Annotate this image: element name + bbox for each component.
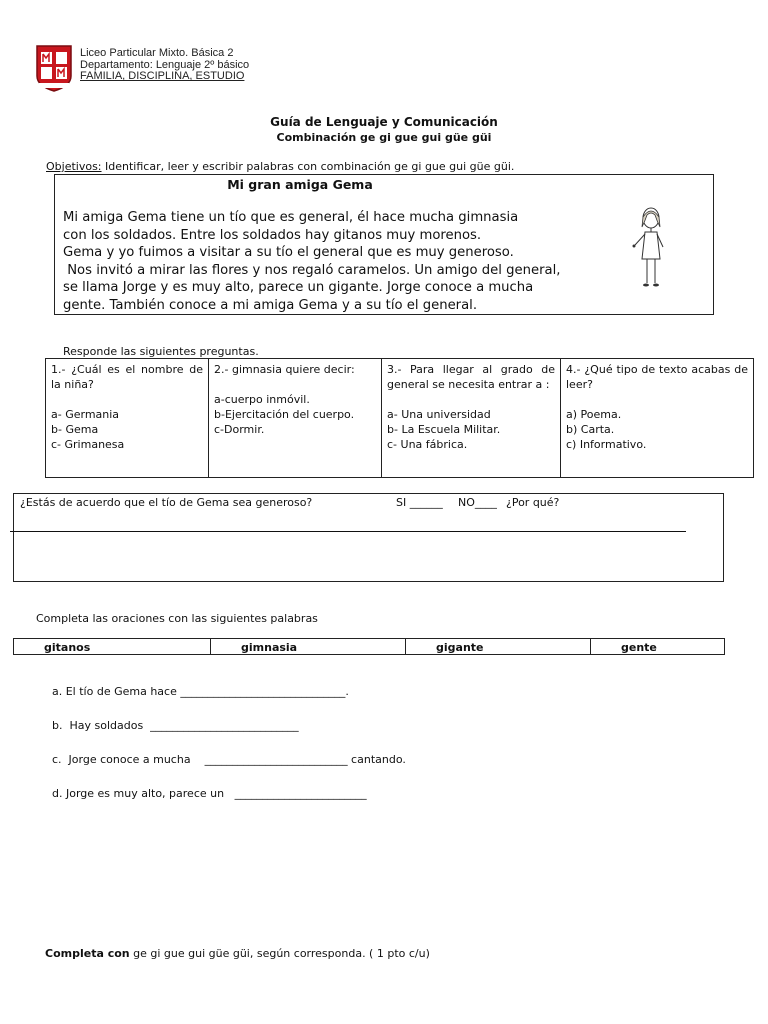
opinion-no[interactable]: NO____ — [458, 496, 497, 509]
story-line: Gema y yo fuimos a visitar a su tío el general que es muy generoso. — [63, 245, 514, 260]
answer-option[interactable]: b) Carta. — [566, 423, 615, 436]
story-text — [63, 209, 598, 314]
opinion-why: ¿Por qué? — [506, 496, 560, 509]
question-cell — [561, 359, 754, 478]
sentence-blank[interactable]: ______________________________ — [180, 685, 346, 698]
answer-line[interactable] — [10, 531, 686, 532]
answer-option[interactable]: c-Dormir. — [214, 423, 265, 436]
objectives-text: Identificar, leer y escribir palabras con combinación ge gi gue gui güe güi. — [101, 160, 515, 173]
question-cell — [46, 359, 209, 478]
story-line: con los soldados. Entre los soldados hay gitanos muy morenos. — [63, 227, 482, 243]
girl-illustration — [627, 201, 687, 301]
sentence-end: . — [345, 685, 349, 698]
sentence-end: cantando. — [347, 753, 406, 766]
answer-option[interactable]: b- La Escuela Militar. — [387, 423, 501, 436]
objectives — [46, 160, 514, 173]
sentence-text: b. Hay soldados — [52, 719, 151, 732]
word-cell: gigante — [406, 639, 591, 655]
answer-option[interactable]: a- Germania — [51, 408, 120, 421]
answer-option[interactable]: b-Ejercitación del cuerpo. — [214, 408, 355, 421]
word-cell: gente — [591, 639, 725, 655]
complete-instruction: Completa las oraciones con las siguientes palabras — [36, 612, 318, 625]
story-box — [54, 174, 714, 315]
school-name: Liceo Particular Mixto. Básica 2 — [80, 47, 234, 59]
school-logo — [35, 44, 73, 92]
opinion-box — [13, 493, 724, 582]
question-text: 1.- ¿Cuál es el nombre de la niña? — [51, 363, 203, 391]
answer-option[interactable]: b- Gema — [51, 423, 99, 436]
answer-option[interactable]: c- Una fábrica. — [387, 438, 468, 451]
story-line: Mi amiga Gema tiene un tío que es general, él hace mucha gimnasia — [63, 210, 519, 225]
question-text: 3.- Para llegar al grado de general se necesita entrar a : — [387, 363, 555, 391]
department: Departamento: Lenguaje 2º básico — [80, 59, 250, 71]
answer-option[interactable]: a- Una universidad — [387, 408, 491, 421]
question-cell — [382, 359, 561, 478]
story-line: gente. También conoce a mi amiga Gema y a su tío el general. — [63, 297, 478, 313]
story-title: Mi gran amiga Gema — [227, 177, 373, 192]
question-text: 4.- ¿Qué tipo de texto acabas de leer? — [566, 363, 748, 391]
answer-option[interactable]: c- Grimanesa — [51, 438, 125, 451]
question-cell — [209, 359, 382, 478]
questions-instruction: Responde las siguientes preguntas. — [63, 345, 259, 358]
sentence-d — [45, 774, 367, 800]
sentence-c — [45, 740, 406, 766]
story-line: Nos invitó a mirar las flores y nos regaló caramelos. Un amigo del general, — [63, 262, 561, 278]
sentence-text: a. El tío de Gema hace — [52, 685, 181, 698]
opinion-question: ¿Estás de acuerdo que el tío de Gema sea generoso? — [20, 496, 313, 509]
word-cell: gitanos — [14, 639, 211, 655]
sentence-blank[interactable]: ___________________________ — [150, 719, 299, 732]
objectives-label: Objetivos: — [46, 160, 102, 173]
sentence-blank[interactable]: __________________________ — [204, 753, 348, 766]
questions-table — [45, 358, 754, 478]
word-bank — [13, 638, 725, 655]
sentence-blank[interactable]: ________________________ — [234, 787, 367, 800]
final-bold: Completa con — [45, 947, 130, 960]
word-cell: gimnasia — [211, 639, 406, 655]
answer-option[interactable]: a) Poema. — [566, 408, 622, 421]
opinion-yes[interactable]: SI ______ — [396, 496, 443, 509]
final-instruction — [45, 947, 430, 960]
sentence-text: d. Jorge es muy alto, parece un — [52, 787, 235, 800]
guide-subtitle: Combinación ge gi gue gui güe güi — [276, 131, 492, 144]
guide-title: Guía de Lenguaje y Comunicación — [270, 115, 498, 129]
sentence-text: c. Jorge conoce a mucha — [52, 753, 205, 766]
question-text: 2.- gimnasia quiere decir: — [214, 363, 355, 376]
answer-option[interactable]: a-cuerpo inmóvil. — [214, 393, 310, 406]
final-text: ge gi gue gui güe güi, según corresponda. ( 1 pto c/u) — [129, 947, 430, 960]
sentence-b — [45, 706, 299, 732]
story-line: se llama Jorge y es muy alto, parece un gigante. Jorge conoce a mucha — [63, 280, 534, 295]
answer-option[interactable]: c) Informativo. — [566, 438, 647, 451]
school-motto: FAMILIA, DISCIPLINA, ESTUDIO — [80, 70, 245, 82]
sentence-a — [45, 672, 349, 698]
